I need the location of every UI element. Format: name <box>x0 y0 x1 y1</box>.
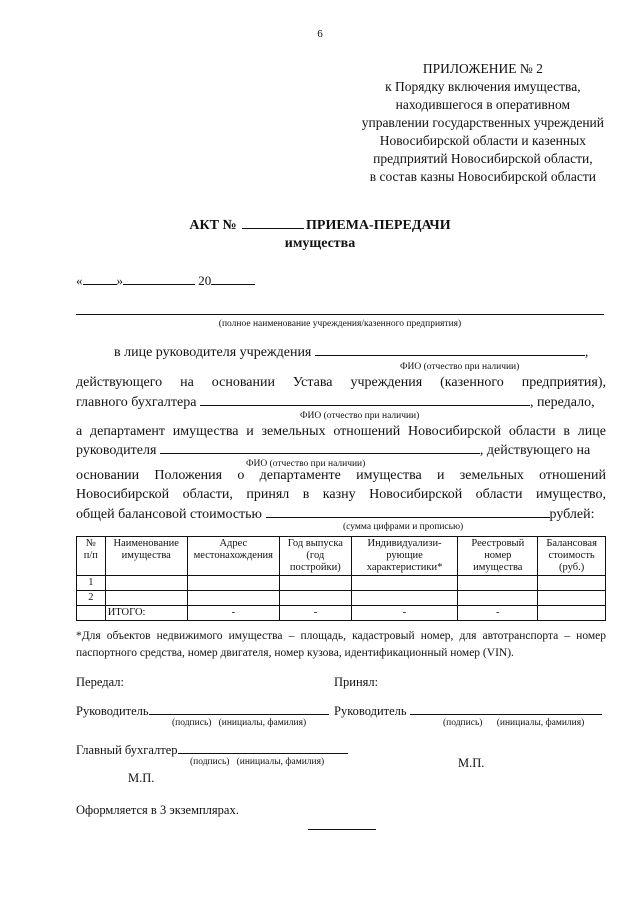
table-cell <box>351 591 458 606</box>
table-cell: - <box>458 606 538 621</box>
table-cell: - <box>187 606 279 621</box>
col-header-year: Год выпуска (год постройки) <box>279 537 351 576</box>
table-cell <box>187 591 279 606</box>
table-cell: 2 <box>77 591 106 606</box>
page-number: 6 <box>317 28 323 40</box>
table-cell <box>458 576 538 591</box>
body-line-2: действующего на основании Устава учреждения (казенного предприятия), <box>76 375 606 390</box>
dept-head-fio-blank <box>160 441 480 454</box>
fio-caption-3: ФИО (отчество при наличии) <box>246 459 366 469</box>
property-table <box>76 536 606 621</box>
body-text: , передало, <box>529 395 595 410</box>
title-suffix: ПРИЕМА-ПЕРЕДАЧИ <box>306 218 451 233</box>
sum-caption: (сумма цифрами и прописью) <box>343 522 464 532</box>
body-text: рублей: <box>549 507 595 522</box>
table-cell <box>538 606 606 621</box>
fio-caption-2: ФИО (отчество при наличии) <box>300 411 420 421</box>
title-line2: имущества <box>284 236 356 251</box>
table-cell <box>351 576 458 591</box>
body-line-5 <box>76 441 590 459</box>
table-header-row <box>77 537 606 576</box>
footnote: *Для объектов недвижимого имущества – площадь, кадастровый номер, для автотранспорта – номер паспортного средства, номер двигателя, номер кузова, идентификационный номер (VIN). <box>76 630 606 659</box>
sig-label: Главный бухгалтер <box>76 743 178 757</box>
body-line-7: Новосибирской области, принял в казну Новосибирской области имущество, <box>76 487 606 502</box>
signature-blank <box>149 703 329 715</box>
body-text: , действующего на <box>479 443 591 458</box>
col-header-address: Адрес местонахождения <box>187 537 279 576</box>
year-prefix: 20 <box>198 273 212 288</box>
col-header-characteristics: Индивидуализи- рующие характеристики* <box>351 537 458 576</box>
date-line <box>76 272 255 289</box>
stamp-left: М.П. <box>128 771 155 785</box>
fio-caption-1: ФИО (отчество при наличии) <box>400 362 520 372</box>
head-left-signature <box>76 703 329 719</box>
appendix-line: ПРИЛОЖЕНИЕ № 2 <box>422 61 543 76</box>
sig-caption: (подпись) <box>443 718 483 728</box>
sig-caption: (инициалы, фамилия) <box>236 757 325 767</box>
body-text: главного бухгалтера <box>76 395 197 410</box>
table-total-row <box>77 606 606 621</box>
table-cell <box>458 591 538 606</box>
document-title <box>0 216 640 253</box>
body-line-1 <box>114 343 588 361</box>
col-header-value: Балансовая стоимость (руб.) <box>538 537 606 576</box>
accountant-fio-blank <box>200 393 530 406</box>
title-prefix: АКТ № <box>189 218 237 233</box>
sig-caption: (инициалы, фамилия) <box>218 718 307 728</box>
head-right-signature <box>334 703 602 719</box>
table-row <box>77 576 606 591</box>
month-blank <box>123 272 195 285</box>
sig-caption-right <box>443 718 584 728</box>
stamp-right: М.П. <box>458 756 485 770</box>
sig-caption: (подпись) <box>172 718 212 728</box>
col-header-number: № п/п <box>77 537 106 576</box>
institution-caption: (полное наименование учреждения/казенного предприятия) <box>218 319 462 329</box>
transferred-label: Передал: <box>76 675 124 689</box>
appendix-line: к Порядку включения имущества, <box>385 79 581 94</box>
appendix-line: в состав казны Новосибирской области <box>369 169 596 184</box>
table-cell <box>279 576 351 591</box>
table-cell: 1 <box>77 576 106 591</box>
table-cell <box>105 576 187 591</box>
sig-label: Руководитель <box>76 704 149 718</box>
col-header-registry: Реестровый номер имущества <box>458 537 538 576</box>
sum-blank <box>266 505 550 518</box>
body-text: в лице руководителя учреждения <box>114 345 312 360</box>
sig-caption: (подпись) <box>190 757 230 767</box>
appendix-line: предприятий Новосибирской области, <box>373 151 593 166</box>
appendix-line: управлении государственных учреждений <box>361 115 604 130</box>
appendix-header <box>362 60 604 186</box>
institution-name-line <box>76 314 604 315</box>
sig-label: Руководитель <box>334 704 407 718</box>
sig-caption-accountant <box>190 757 324 767</box>
appendix-line: Новосибирской области и казенных <box>379 133 586 148</box>
table-cell <box>105 591 187 606</box>
body-text: общей балансовой стоимостью <box>76 507 263 522</box>
signature-blank <box>178 742 348 754</box>
date-quote-open: « <box>76 273 83 288</box>
table-cell <box>538 576 606 591</box>
head-fio-blank <box>315 343 585 356</box>
body-line-6: основании Положения о департаменте имущества и земельных отношений <box>76 468 606 483</box>
chief-accountant-signature <box>76 742 348 758</box>
body-text: руководителя <box>76 443 157 458</box>
accepted-label: Принял: <box>334 675 379 689</box>
appendix-line: находившегося в оперативном <box>395 97 571 112</box>
table-cell: - <box>351 606 458 621</box>
table-cell <box>279 591 351 606</box>
body-line-4: а департамент имущества и земельных отношений Новосибирской области в лице <box>76 424 606 439</box>
date-quote-close: » <box>116 273 123 288</box>
signature-blank <box>410 703 602 715</box>
body-line-3 <box>76 393 595 411</box>
col-header-name: Наименование имущества <box>105 537 187 576</box>
end-rule <box>308 829 376 830</box>
table-cell: ИТОГО: <box>105 606 187 621</box>
table-cell <box>187 576 279 591</box>
sig-caption: (инициалы, фамилия) <box>496 718 585 728</box>
table-row <box>77 591 606 606</box>
table-cell <box>538 591 606 606</box>
act-number-blank <box>242 216 304 229</box>
body-line-8 <box>76 505 595 523</box>
table-cell: - <box>279 606 351 621</box>
year-blank <box>211 272 255 285</box>
sig-caption-left <box>172 718 306 728</box>
day-blank <box>83 272 117 285</box>
copies-note: Оформляется в 3 экземплярах. <box>76 803 239 817</box>
body-text: , <box>584 345 589 360</box>
table-cell <box>77 606 106 621</box>
